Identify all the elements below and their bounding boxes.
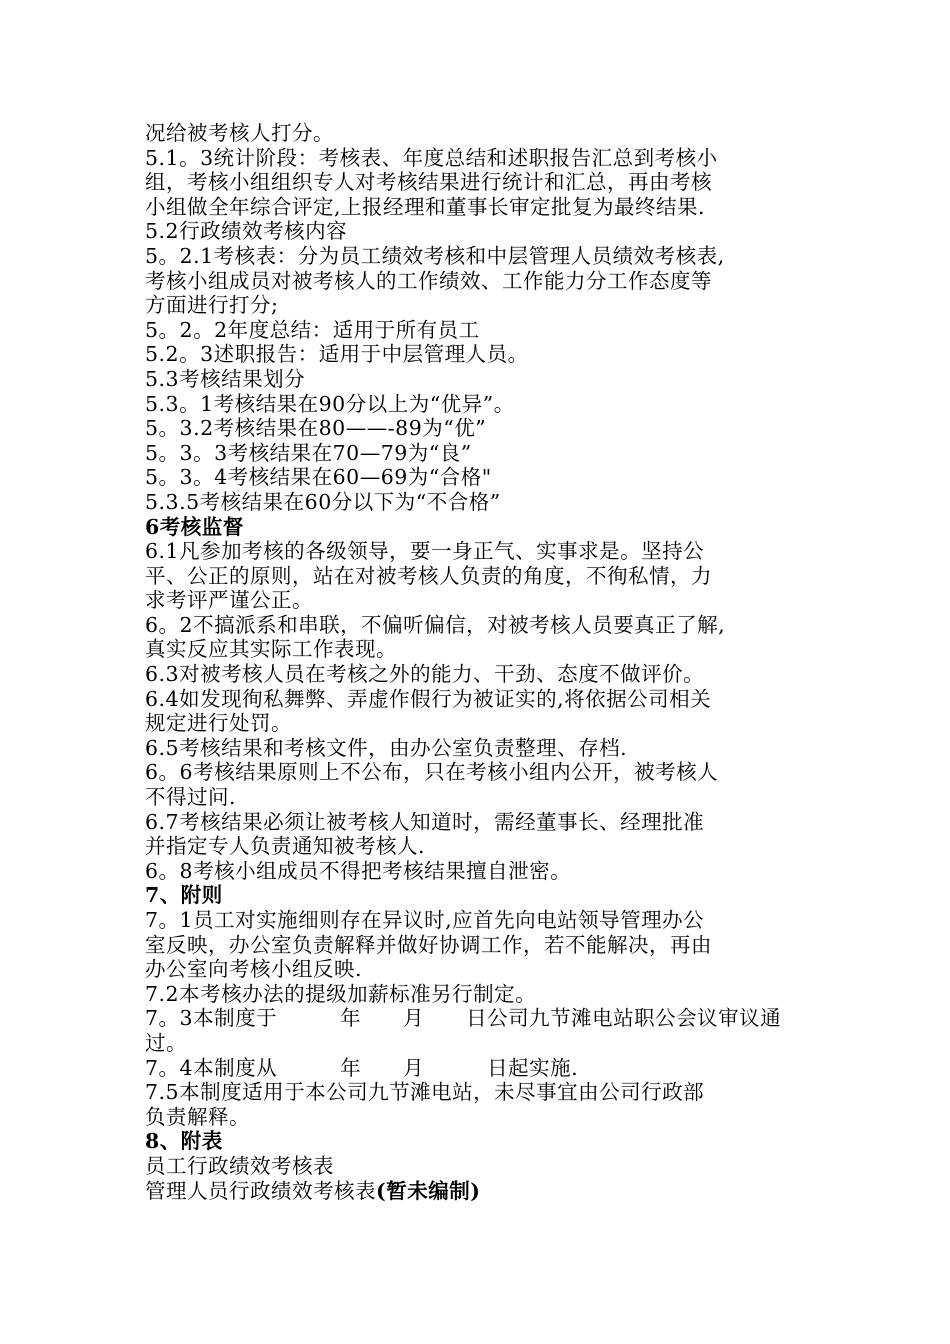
text-line	[145, 933, 817, 958]
line-text: 小组做全年综合评定,上报经理和董事长审定批复为最终结果.	[145, 194, 706, 219]
line-text: 6。6考核结果原则上不公布，只在考核小组内公开，被考核人	[145, 760, 719, 785]
text-line	[145, 687, 817, 712]
text-line	[145, 121, 817, 146]
text-line	[145, 613, 817, 638]
text-line	[145, 662, 817, 687]
line-text: 7、附则	[145, 883, 223, 908]
line-text: 7。4本制度从 年 月 日起实施.	[145, 1055, 579, 1080]
text-line	[145, 195, 817, 220]
line-text: 规定进行处罚。	[145, 711, 292, 736]
text-line	[145, 170, 817, 195]
line-text: 5.2。3述职报告：适用于中层管理人员。	[145, 342, 529, 367]
line-text: 5.3.5考核结果在60分以下为“不合格”	[145, 489, 501, 514]
text-line	[145, 637, 817, 662]
text-line	[145, 219, 817, 244]
text-line	[145, 244, 817, 269]
text-line	[145, 392, 817, 417]
line-text: 6.7考核结果必须让被考核人知道时，需经董事长、经理批准	[145, 809, 705, 834]
line-text: 管理人员行政绩效考核表	[145, 1178, 376, 1203]
text-line	[145, 736, 817, 761]
line-text: 6.1凡参加考核的各级领导，要一身正气、实事求是。坚持公	[145, 539, 705, 564]
text-line	[145, 711, 817, 736]
text-line	[145, 1006, 817, 1031]
line-text: 7.2本考核办法的提级加薪标准另行制定。	[145, 981, 537, 1006]
text-line	[145, 1105, 817, 1130]
text-line	[145, 834, 817, 859]
text-line	[145, 441, 817, 466]
line-text: 6.3对被考核人员在考核之外的能力、干劲、态度不做评价。	[145, 662, 705, 687]
text-line	[145, 982, 817, 1007]
line-text: 考核小组成员对被考核人的工作绩效、工作能力分工作态度等	[145, 268, 712, 293]
line-text: 7。1员工对实施细则存在异议时,应首先向电站领导管理办公	[145, 908, 705, 932]
line-text: 7。3本制度于 年 月 日公司九节滩电站职公会议审议通	[145, 1006, 782, 1031]
line-text: 求考评严谨公正。	[145, 588, 313, 613]
text-line	[145, 416, 817, 441]
line-text: 5。3。3考核结果在70—79为“良”	[145, 440, 472, 465]
section-heading	[145, 1129, 817, 1154]
line-text: 平、公正的原则，站在对被考核人负责的角度，不徇私情，力	[145, 563, 712, 588]
line-text: 5.1。3统计阶段：考核表、年度总结和述职报告汇总到考核小	[145, 145, 718, 170]
line-text: 员工行政绩效考核表	[145, 1153, 334, 1178]
line-text: 5。2.1考核表：分为员工绩效考核和中层管理人员绩效考核表,	[145, 243, 725, 268]
line-text: 过。	[145, 1030, 187, 1055]
text-line	[145, 293, 817, 318]
text-line	[145, 318, 817, 343]
line-text: 不得过问.	[145, 785, 237, 810]
text-line	[145, 146, 817, 171]
line-text: 5。2。2年度总结：适用于所有员工	[145, 317, 480, 342]
line-text: 6.4如发现徇私舞弊、弄虚作假行为被证实的,将依据公司相关	[145, 686, 712, 711]
text-line	[145, 957, 817, 982]
line-text: 6考核监督	[145, 514, 244, 539]
text-line	[145, 760, 817, 785]
line-text: 5.3。1考核结果在90分以上为“优异”。	[145, 391, 515, 416]
text-line	[145, 1080, 817, 1105]
text-line	[145, 1179, 817, 1204]
text-line	[145, 810, 817, 835]
document-body	[145, 121, 817, 1203]
text-line	[145, 490, 817, 515]
line-text: 室反映，办公室负责解释并做好协调工作，若不能解决，再由	[145, 932, 712, 957]
text-line	[145, 588, 817, 613]
text-line	[145, 859, 817, 884]
line-text: 6.5考核结果和考核文件，由办公室负责整理、存档.	[145, 735, 628, 760]
line-text: 组，考核小组组织专人对考核结果进行统计和汇总，再由考核	[145, 170, 712, 195]
line-text: 7.5本制度适用于本公司九节滩电站，未尽事宜由公司行政部	[145, 1080, 705, 1105]
line-text: 5.3考核结果划分	[145, 366, 306, 391]
line-text: 5。3。4考核结果在60—69为“合格"	[145, 465, 492, 490]
text-line	[145, 1056, 817, 1081]
line-text: 况给被考核人打分。	[145, 121, 334, 145]
text-line	[145, 1154, 817, 1179]
text-line	[145, 564, 817, 589]
line-text: 6。2不搞派系和串联，不偏听偏信，对被考核人员要真正了解,	[145, 612, 726, 637]
line-suffix: (暂未编制)	[376, 1178, 481, 1203]
line-text: 8、附表	[145, 1129, 223, 1154]
line-text: 并指定专人负责通知被考核人.	[145, 834, 426, 859]
line-text: 5。3.2考核结果在80——-89为“优”	[145, 416, 487, 441]
text-line	[145, 367, 817, 392]
text-line	[145, 908, 817, 933]
text-line	[145, 269, 817, 294]
line-text: 负责解释。	[145, 1104, 250, 1129]
text-line	[145, 465, 817, 490]
line-text: 办公室向考核小组反映.	[145, 957, 363, 982]
text-line	[145, 342, 817, 367]
text-line	[145, 1031, 817, 1056]
line-text: 真实反应其实际工作表现。	[145, 637, 397, 662]
section-heading	[145, 883, 817, 908]
text-line	[145, 539, 817, 564]
text-line	[145, 785, 817, 810]
line-text: 5.2行政绩效考核内容	[145, 219, 348, 244]
line-text: 6。8考核小组成员不得把考核结果擅自泄密。	[145, 858, 572, 883]
line-text: 方面进行打分;	[145, 293, 279, 318]
section-heading	[145, 515, 817, 540]
